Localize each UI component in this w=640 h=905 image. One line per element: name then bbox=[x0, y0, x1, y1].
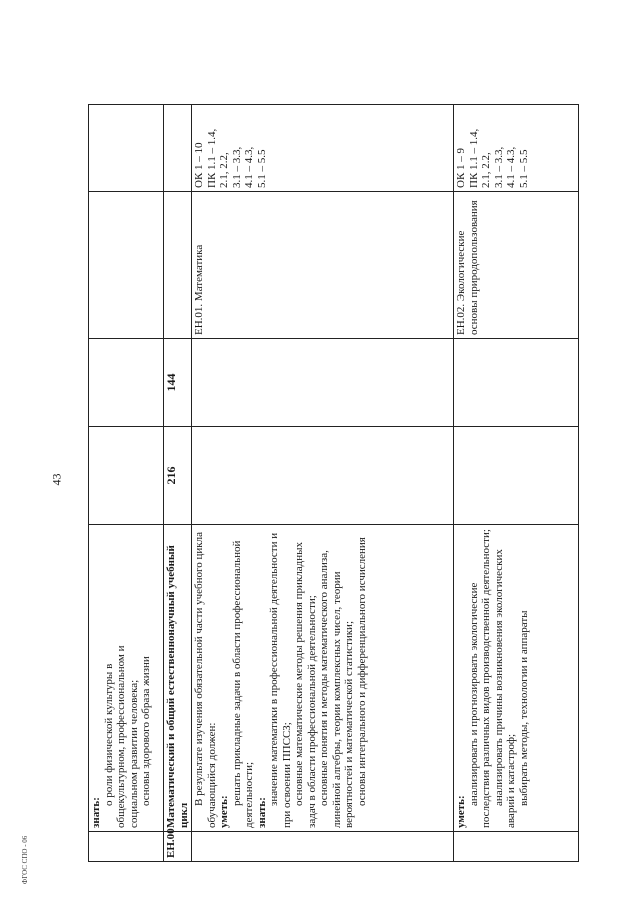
page-number: 43 bbox=[49, 473, 64, 486]
curriculum-table bbox=[88, 39, 579, 862]
competency-cell bbox=[89, 105, 164, 192]
requirement-line: основные понятия и методы математического анализа, линейной алгебры, теории комплексных чисел, теории вероятностей и математической статистики; bbox=[318, 550, 355, 828]
competency-line: 2.1, 2.2, bbox=[480, 152, 492, 188]
competency-line: ПК 1.1 – 1.4, bbox=[205, 128, 218, 188]
table-row bbox=[164, 40, 192, 862]
discipline-name: ЕН.01. Математика bbox=[193, 244, 205, 335]
requirements-cell bbox=[454, 525, 579, 832]
required-hours-cell bbox=[164, 339, 192, 427]
competency-line: 4.1 – 4.3, bbox=[505, 146, 517, 188]
code-cell bbox=[164, 828, 192, 862]
requirement-line: общекультурном, профессиональном и bbox=[115, 645, 127, 828]
competency-line: 3.1 – 3.3, bbox=[230, 146, 243, 188]
required-hours-value: 144 bbox=[164, 373, 178, 392]
table-row bbox=[192, 40, 454, 862]
code-cell bbox=[454, 832, 579, 862]
code-cell bbox=[89, 832, 164, 862]
competency-line: ОК 1 – 9 bbox=[455, 147, 467, 188]
competency-line: ОК 1 – 10 bbox=[193, 142, 205, 188]
cycle-title-cell bbox=[164, 525, 192, 832]
competency-line: ПК 1.1 – 1.4, bbox=[467, 128, 480, 188]
max-hours-cell bbox=[89, 427, 164, 525]
umet-label: уметь: bbox=[455, 795, 467, 828]
cycle-code: ЕН.00 bbox=[165, 828, 177, 858]
requirement-line: значение математики в профессиональной деятельности и при освоении ППССЗ; bbox=[268, 532, 293, 828]
requirement-intro: В результате изучения обязательной части учебного цикла обучающийся должен: bbox=[193, 532, 218, 828]
competency-line: 3.1 – 3.3, bbox=[492, 146, 505, 188]
competency-line: 4.1 – 4.3, bbox=[243, 146, 255, 188]
competency-line: 5.1 – 5.5 bbox=[255, 149, 268, 188]
discipline-cell bbox=[454, 192, 579, 339]
discipline-cell bbox=[89, 192, 164, 339]
competency-line: 5.1 – 5.5 bbox=[517, 149, 530, 188]
umet-label: уметь: bbox=[218, 795, 230, 828]
requirement-line: основы здорового образа жизни bbox=[140, 656, 152, 806]
table-row bbox=[454, 40, 579, 862]
max-hours-value: 216 bbox=[164, 466, 178, 485]
requirement-line: анализировать и прогнозировать экологические последствия различных видов производственной деятельности; bbox=[467, 529, 492, 828]
competency-cell bbox=[192, 105, 454, 192]
discipline-cell bbox=[164, 192, 192, 339]
requirement-line: основы интегрального и дифференциального исчисления bbox=[355, 537, 368, 806]
table-row bbox=[89, 40, 164, 862]
footer-code: ФГОС СПО - 06 bbox=[21, 835, 29, 885]
rotated-table-wrapper bbox=[88, 40, 578, 862]
requirement-line: решать прикладные задачи в области профессиональной деятельности; bbox=[230, 540, 255, 828]
requirement-line: социальном развитии человека; bbox=[127, 679, 140, 828]
max-hours-cell bbox=[192, 427, 454, 525]
requirement-line: о роли физической культуры в bbox=[102, 663, 115, 806]
requirements-cell bbox=[192, 525, 454, 832]
required-hours-cell bbox=[192, 339, 454, 427]
znat-label: знать: bbox=[255, 797, 268, 828]
requirement-line: выбирать методы, технологии и аппараты bbox=[517, 610, 530, 806]
max-hours-cell bbox=[454, 427, 579, 525]
discipline-name: ЕН.02. Экологические основы природопользования bbox=[455, 200, 480, 335]
competency-line: 2.1, 2.2, bbox=[218, 152, 230, 188]
cycle-title: Математический и общий естественнонаучный учебный цикл bbox=[165, 545, 190, 828]
code-cell bbox=[192, 832, 454, 862]
max-hours-cell bbox=[164, 427, 192, 525]
requirement-line: основные математические методы решения прикладных задач в области профессиональной деятельности; bbox=[293, 541, 318, 828]
requirements-cell bbox=[89, 525, 164, 832]
competency-cell bbox=[454, 105, 579, 192]
competency-cell bbox=[164, 105, 192, 192]
discipline-cell bbox=[192, 192, 454, 339]
required-hours-cell bbox=[89, 339, 164, 427]
znat-label: знать: bbox=[90, 797, 102, 828]
required-hours-cell bbox=[454, 339, 579, 427]
requirement-line: анализировать причины возникновения экологических аварий и катастроф; bbox=[492, 549, 517, 828]
